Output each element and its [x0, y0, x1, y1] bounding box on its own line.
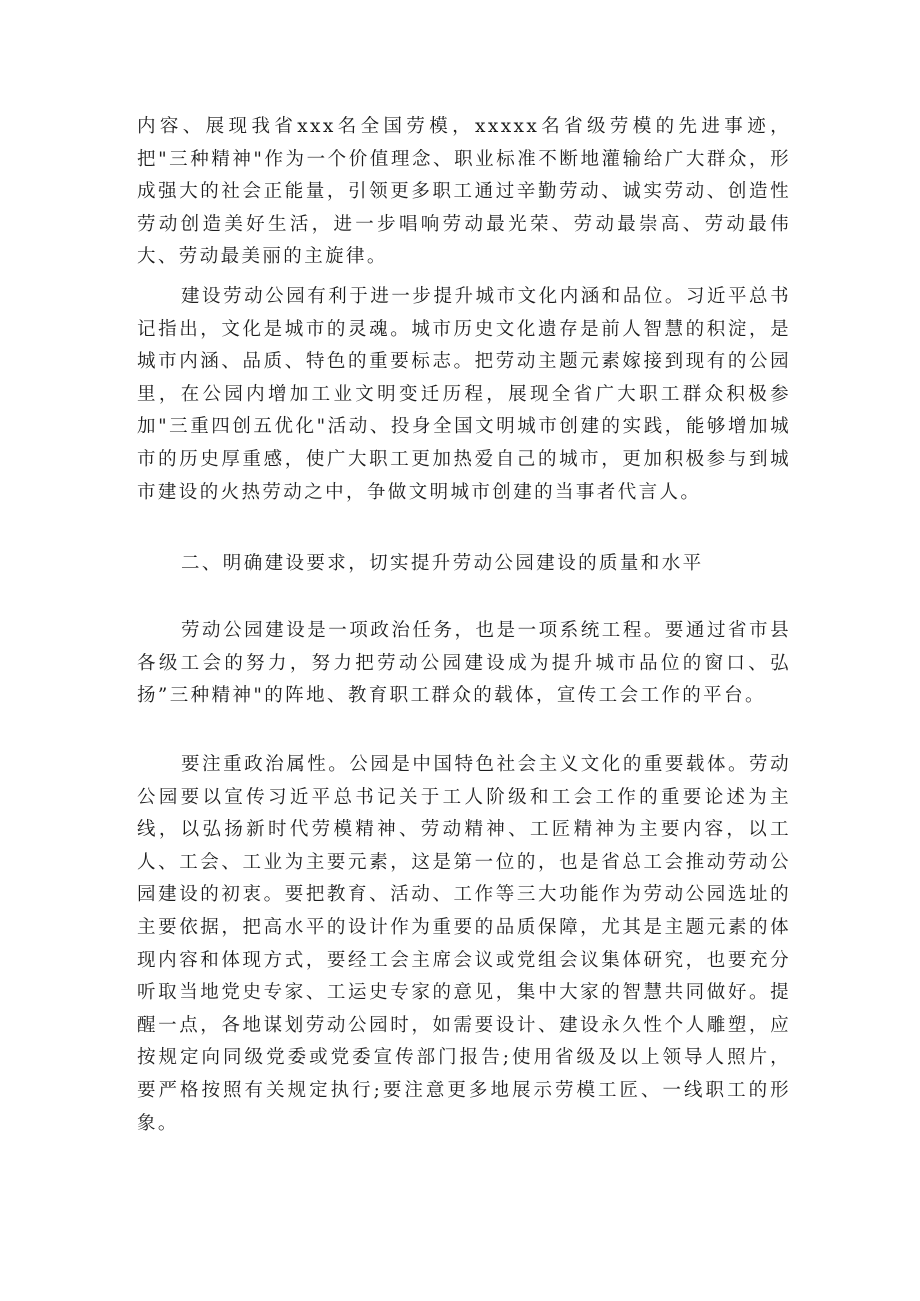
section-heading: 二、明确建设要求，切实提升劳动公园建设的质量和水平: [181, 553, 704, 574]
paragraph-political-task: 劳动公园建设是一项政治任务，也是一项系统工程。要通过省市县各级工会的努力，努力把劳动公园建设成为提升城市品位的窗口、弘扬”三种精神"的阵地、教育职工群众的载体，宣传工会工作的平台。: [137, 620, 791, 707]
paragraph-political-attribute: 要注重政治属性。公园是中国特色社会主义文化的重要载体。劳动公园要以宣传习近平总书记关于工人阶级和工会工作的重要论述为主线，以弘扬新时代劳模精神、劳动精神、工匠精神为主要内容，以工人、工会、工业为主要元素，这是第一位的，也是省总工会推动劳动公园建设的初衷。要把教育、活动、工作等三大功能作为劳动公园选址的主要依据，把高水平的设计作为重要的品质保障，尤其是主题元素的体现内容和体现方式，要经工会主席会议或党组会议集体研究，也要充分听取当地党史专家、工运史专家的意见，集中大家的智慧共同做好。提醒一点，各地谋划劳动公园时，如需要设计、建设永久性个人雕塑，应按规定向同级党委或党委宣传部门报告;使用省级及以上领导人照片，要严格按照有关规定执行;要注意更多地展示劳模工匠、一线职工的形象。: [137, 754, 791, 1134]
document-page: [137, 0, 791, 1301]
paragraph-labor-models: 内容、展现我省xxx名全国劳模，xxxxx名省级劳模的先进事迹，把"三种精神"作为一个价值理念、职业标准不断地灌输给广大群众，形成强大的社会正能量，引领更多职工通过辛勤劳动、诚实劳动、创造性劳动创造美好生活，进一步唱响劳动最光荣、劳动最崇高、劳动最伟大、劳动最美丽的主旋律。: [137, 116, 791, 268]
paragraph-city-culture: 建设劳动公园有利于进一步提升城市文化内涵和品位。习近平总书记指出，文化是城市的灵魂。城市历史文化遗存是前人智慧的积淀，是城市内涵、品质、特色的重要标志。把劳动主题元素嫁接到现有的公园里，在公园内增加工业文明变迁历程，展现全省广大职工群众积极参加"三重四创五优化"活动、投身全国文明城市创建的实践，能够增加城市的历史厚重感，使广大职工更加热爱自己的城市，更加积极参与到城市建设的火热劳动之中，争做文明城市创建的当事者代言人。: [137, 286, 791, 503]
